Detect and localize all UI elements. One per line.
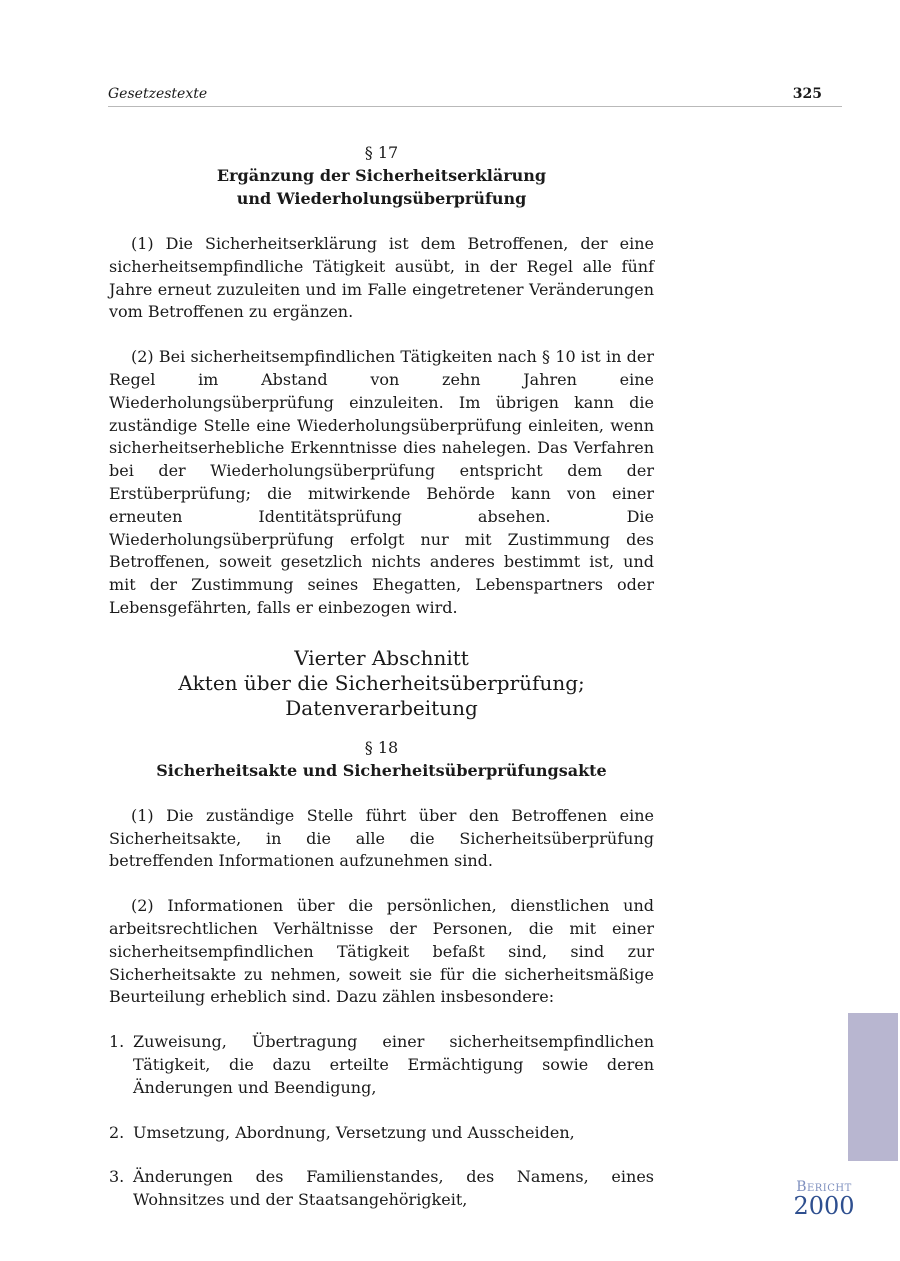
list-item-number: 2. xyxy=(109,1122,125,1142)
page-number: 325 xyxy=(792,86,822,102)
running-title: Gesetzestexte xyxy=(108,86,208,102)
section-17-paragraph-1: (1) Die Sicherheitserklärung ist dem Betroffenen, der eine sicherheitsempfindliche Tätigkeit ausübt, in der Regel alle fünf Jahre erneut zuzuleiten und im Falle eingetretener Veränderungen vom Betroffenen zu ergänzen. xyxy=(109,234,654,322)
list-item xyxy=(109,1031,654,1099)
section-17-number: § 17 xyxy=(364,143,399,162)
list-item-text: Zuweisung, Übertragung einer sicherheitsempfindlichen Tätigkeit, die dazu erteilte Ermächtigung sowie deren Änderungen und Beendigung, xyxy=(133,1032,654,1097)
list-item xyxy=(109,1122,654,1145)
chapter-heading-line1: Vierter Abschnitt xyxy=(294,645,469,670)
section-17-paragraph-2: (2) Bei sicherheitsempfindlichen Tätigkeiten nach § 10 ist in der Regel im Abstand von zehn Jahren eine Wiederholungsüberprüfung einzuleiten. Im übrigen kann die zuständige Stelle eine Wiederholungsüberprüfung einleiten, wenn sicherheitserhebliche Erkenntnisse dies nahelegen. Das Verfahren bei der Wiederholungsüberprüfung entspricht dem der Erstüberprüfung; die mitwirkende Behörde kann von einer erneuten Identitätsprüfung absehen. Die Wiederholungsüberprüfung erfolgt nur mit Zustimmung des Betroffenen, soweit gesetzlich nichts anderes bestimmt ist, und mit der Zustimmung seines Ehegatten, Lebenspartners oder Lebensgefährten, falls er einbezogen wird. xyxy=(109,347,654,617)
list-item-text: Umsetzung, Abordnung, Versetzung und Ausscheiden, xyxy=(133,1122,575,1142)
page-header xyxy=(108,86,842,107)
bericht-2000-logo xyxy=(789,1179,859,1220)
list-item-number: 1. xyxy=(109,1032,125,1052)
chapter-heading-line3: Datenverarbeitung xyxy=(285,695,478,720)
section-17-title-line1: Ergänzung der Sicherheitserklärung xyxy=(216,166,547,185)
section-18-title: Sicherheitsakte und Sicherheitsüberprüfungsakte xyxy=(156,760,607,780)
section-18-number: § 18 xyxy=(364,737,399,757)
section-17-title-line2: und Wiederholungsüberprüfung xyxy=(236,189,527,208)
logo-word: Bericht xyxy=(796,1179,852,1195)
chapter-thumb-tab xyxy=(848,1013,898,1161)
chapter-heading-line2: Akten über die Sicherheitsüberprüfung; xyxy=(178,670,585,695)
logo-year: 2000 xyxy=(793,1192,855,1220)
section-18-paragraph-1: (1) Die zuständige Stelle führt über den Betroffenen eine Sicherheitsakte, in die alle die Sicherheitsüberprüfung betreffenden Informationen aufzunehmen sind. xyxy=(109,805,654,871)
list-item xyxy=(109,1166,654,1212)
page-body xyxy=(109,142,654,1212)
section-18-paragraph-2: (2) Informationen über die persönlichen, dienstlichen und arbeitsrechtlichen Verhältnisse der Personen, die mit einer sicherheitsempfindlichen Tätigkeit befaßt sind, sind zur Sicherheitsakte zu nehmen, soweit sie für die sicherheitsmäßige Beurteilung erheblich sind. Dazu zählen insbesondere: xyxy=(109,896,654,1007)
list-item-number: 3. xyxy=(109,1167,125,1187)
list-item-text: Änderungen des Familienstandes, des Namens, eines Wohnsitzes und der Staatsangehörigkeit, xyxy=(133,1167,654,1210)
